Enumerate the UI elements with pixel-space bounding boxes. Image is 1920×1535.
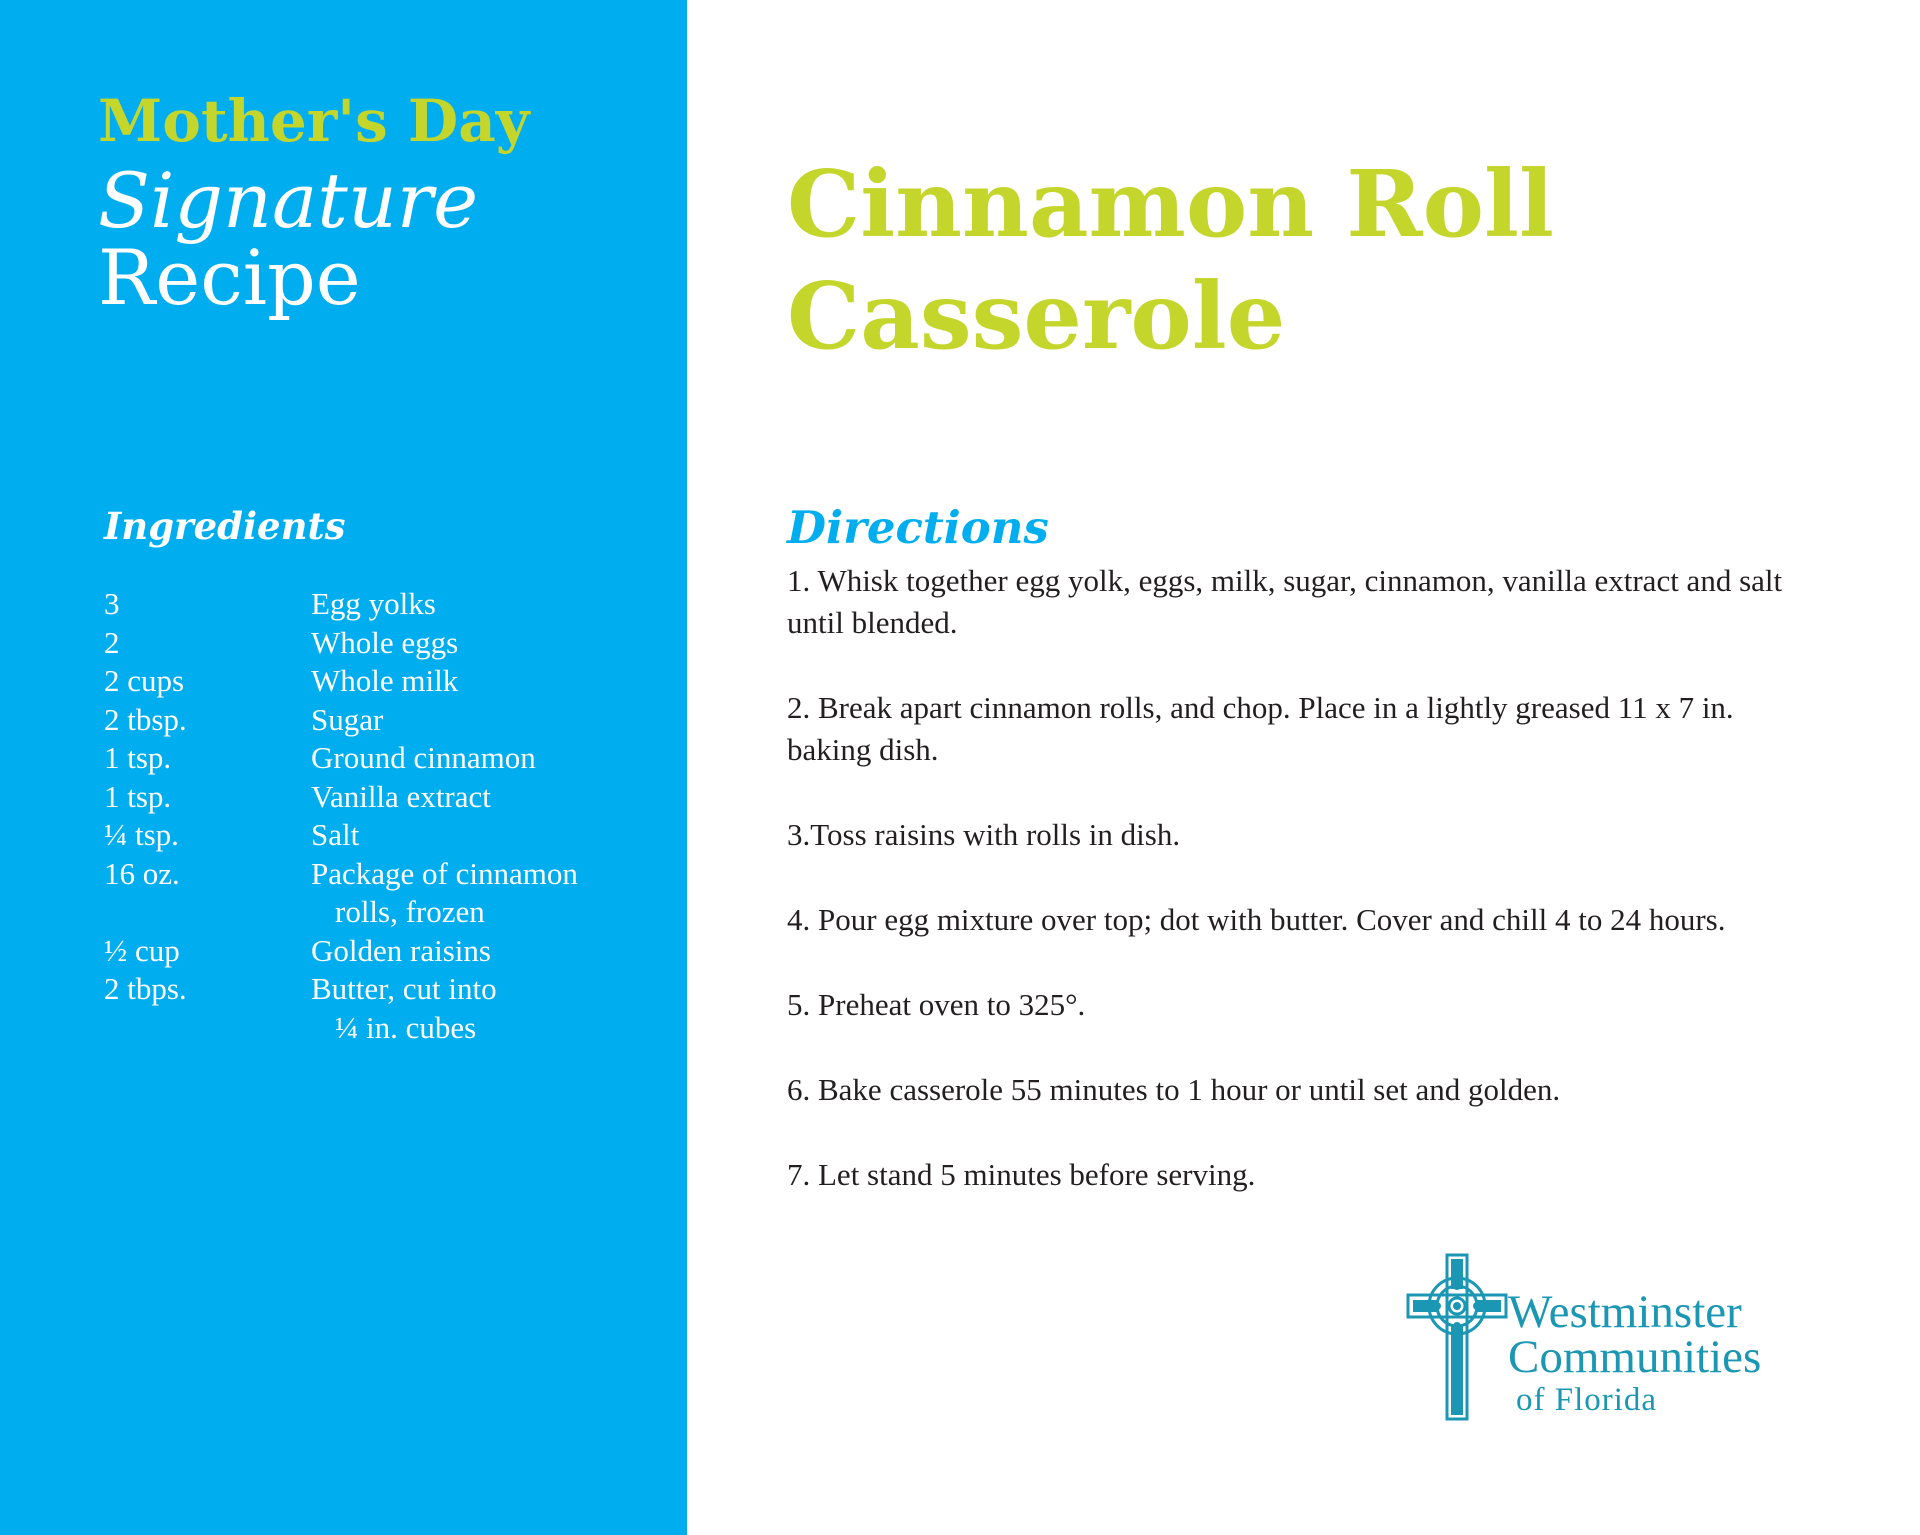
logo-line2: Communities <box>1508 1331 1762 1383</box>
ingredient-name <box>311 739 664 778</box>
ingredient-name <box>311 624 664 663</box>
ingredient-name-continued: ¼ in. cubes <box>335 1009 477 1045</box>
ingredient-row <box>104 624 664 663</box>
ingredient-name-text: Whole milk <box>311 663 459 698</box>
direction-step: 1. Whisk together egg yolk, eggs, milk, sugar, cinnamon, vanilla extract and salt until blended. <box>787 563 1783 640</box>
ingredient-name-text: Egg yolks <box>311 586 436 621</box>
directions-list <box>787 560 1807 1239</box>
ingredient-row <box>104 816 664 855</box>
ingredients-title: Ingredients <box>104 504 346 548</box>
ingredient-name <box>311 970 664 1047</box>
ingredient-qty: 3 <box>104 586 120 621</box>
ingredient-qty: 2 tbsp. <box>104 701 187 737</box>
ingredient-name-text: Vanilla extract <box>311 778 491 814</box>
ingredient-qty: 2 <box>104 624 120 660</box>
westminster-logo <box>1405 1253 1825 1423</box>
recipe-title <box>787 148 1554 372</box>
direction-step: 4. Pour egg mixture over top; dot with butter. Cover and chill 4 to 24 hours. <box>787 902 1726 937</box>
ingredient-name <box>311 662 664 701</box>
ingredient-row <box>104 739 664 778</box>
ingredient-name-text: Golden raisins <box>311 932 491 968</box>
ingredient-name-text: Sugar <box>311 701 384 737</box>
ingredient-name <box>311 778 664 817</box>
ingredient-row <box>104 778 664 817</box>
ingredient-name-text: Ground cinnamon <box>311 740 536 775</box>
ingredient-qty: ¼ tsp. <box>104 817 179 852</box>
heading-mothers-day: Mother's Day <box>98 87 530 155</box>
ingredient-row <box>104 662 664 701</box>
ingredient-qty: 16 oz. <box>104 855 180 891</box>
ingredient-name <box>311 816 664 855</box>
ingredient-name <box>311 585 664 624</box>
heading-signature: Signature <box>98 156 479 245</box>
ingredient-row <box>104 701 664 740</box>
heading-recipe: Recipe <box>98 233 361 322</box>
ingredient-row <box>104 855 664 932</box>
direction-step: 5. Preheat oven to 325°. <box>787 987 1086 1022</box>
ingredient-name <box>311 855 664 932</box>
ingredient-qty: ½ cup <box>104 932 180 968</box>
ingredient-row <box>104 970 664 1047</box>
ingredient-row <box>104 585 664 624</box>
direction-step: 3.Toss raisins with rolls in dish. <box>787 817 1181 852</box>
ingredient-row <box>104 932 664 971</box>
ingredient-qty: 2 tbps. <box>104 971 187 1006</box>
left-panel <box>0 0 687 1535</box>
recipe-title-line2: Casserole <box>787 262 1286 370</box>
ingredient-name-text: Whole eggs <box>311 624 459 660</box>
direction-step: 7. Let stand 5 minutes before serving. <box>787 1157 1256 1192</box>
ingredient-name-text: Butter, cut into <box>311 971 497 1006</box>
ingredient-name <box>311 932 664 971</box>
ingredients-list <box>104 585 664 1047</box>
direction-step: 6. Bake casserole 55 minutes to 1 hour or until set and golden. <box>787 1072 1561 1107</box>
ingredient-name-continued: rolls, frozen <box>335 894 485 929</box>
logo-text <box>1508 1286 1762 1420</box>
ingredient-name-text: Salt <box>311 817 360 852</box>
ingredient-qty: 2 cups <box>104 663 185 698</box>
directions-title: Directions <box>787 501 1049 554</box>
ingredient-qty: 1 tsp. <box>104 740 172 775</box>
ingredient-name <box>311 701 664 740</box>
celtic-cross-icon <box>1405 1253 1509 1421</box>
recipe-title-line1: Cinnamon Roll <box>787 150 1554 258</box>
logo-line3: of Florida <box>1516 1382 1658 1418</box>
ingredient-name-text: Package of cinnamon <box>311 855 578 891</box>
direction-step: 2. Break apart cinnamon rolls, and chop. Place in a lightly greased 11 x 7 in. baking dish. <box>787 690 1734 767</box>
ingredient-qty: 1 tsp. <box>104 778 172 814</box>
logo-line1: Westminster <box>1508 1286 1742 1338</box>
